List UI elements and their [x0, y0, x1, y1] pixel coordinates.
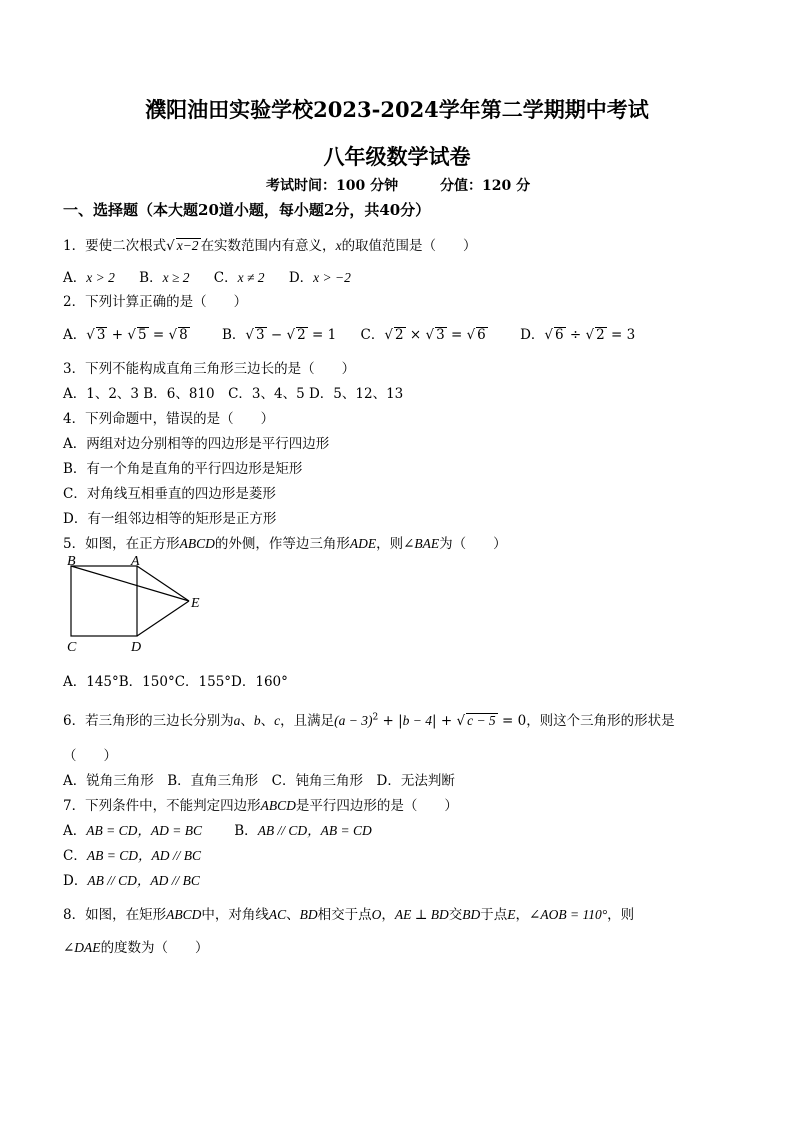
q8-line2-angle: ∠DAE: [63, 940, 101, 955]
q8-angle: ∠AOB = 110°: [529, 907, 608, 922]
q1-opt-c: x ≠ 2: [237, 270, 265, 285]
q2-options: A．√ 3 + √ 5 = √ 8 B．√ 3 − √ 2 = 1 C．√ 2 × √ 3 = √ 6 D．√ 6 ÷ √ 2 = 3: [63, 327, 636, 343]
segment-ae: [137, 566, 189, 601]
question-4: 4．下列命题中，错误的是（ ）: [63, 411, 275, 427]
q6-eq: = 0: [501, 713, 527, 729]
q2-c-op: ×: [409, 327, 422, 343]
q7-prefix: 7．下列条件中，不能判定四边形: [63, 798, 261, 814]
q2-b-label: B．: [221, 327, 246, 343]
q4-option-d: D．有一组邻边相等的矩形是正方形: [63, 511, 277, 527]
q2-a-eq: =: [152, 327, 165, 343]
q2-a3: 8: [179, 327, 188, 343]
q2-d-label: D．: [520, 327, 545, 343]
sqrt-sign: √: [166, 238, 175, 254]
q1-suffix2: 的取值范围是（ ）: [341, 238, 477, 254]
q8-perp: AE ⊥ BD: [394, 907, 449, 922]
q8-mid2: 相交于点: [317, 907, 372, 923]
q6-plus2: +: [440, 713, 453, 729]
q8-mid5: 于点: [480, 907, 508, 923]
q1-radicand: x−2: [176, 238, 199, 253]
q6-options: A．锐角三角形 B．直角三角形 C．钝角三角形 D．无法判断: [63, 773, 455, 789]
q5-angle: ∠BAE: [403, 536, 440, 551]
q8-rect: ABCD: [166, 907, 202, 922]
q1-opt-b-label: B．: [139, 270, 163, 286]
q4-option-a: A．两组对边分别相等的四边形是平行四边形: [63, 436, 330, 452]
q2-c-label: C．: [360, 327, 385, 343]
q8-mid3: ，: [381, 907, 395, 923]
q6-paren: （ ）: [63, 748, 117, 764]
square-abcd: [71, 566, 137, 636]
q7-option-c: [63, 844, 201, 864]
q7-d: AB // CD，AD // BC: [87, 873, 200, 888]
label-e: E: [191, 596, 200, 611]
q1-var: x: [335, 238, 342, 253]
q7-a: AB = CD，AD = BC: [86, 823, 202, 838]
q2-b-eq: = 1: [312, 327, 337, 343]
q8-line2-suffix: 的度数为（ ）: [100, 940, 209, 956]
q5-prefix: 5．如图，在正方形: [63, 536, 180, 552]
q6-sep2: 、: [260, 713, 275, 729]
q6-sep1: 、: [240, 713, 254, 729]
exam-score: 分值：120 分: [440, 178, 531, 194]
question-8: [63, 903, 634, 923]
q2-a-op: +: [111, 327, 124, 343]
q1-suffix: 在实数范围内有意义，: [200, 238, 336, 254]
q4-option-c: C．对角线互相垂直的四边形是菱形: [63, 486, 276, 502]
label-d: D: [131, 640, 142, 655]
q2-d-op: ÷: [569, 327, 582, 343]
q6-mid: ，且满足: [280, 713, 335, 729]
q6-suffix: ，则这个三角形的形状是: [526, 713, 675, 729]
q7-option-d: [63, 869, 200, 889]
q7-b-label: B．: [234, 823, 258, 839]
q1-opt-a-label: A．: [63, 270, 87, 286]
question-6: 6．若三角形的三边长分别为a、b、c，且满足$(a - 3)^2 + |b - 4|$ + √ c − 5 = 0，则这个三角形的形状是: [63, 712, 675, 729]
label-a: A: [131, 555, 140, 569]
q8-e: E: [507, 907, 516, 922]
q6-abs: b − 4: [402, 713, 433, 728]
exam-title: 濮阳油田实验学校2023-2024学年第二学期期中考试: [145, 97, 649, 122]
q2-b-op: −: [270, 327, 283, 343]
q4-option-b: B．有一个角是直角的平行四边形是矩形: [63, 461, 303, 477]
q2-a-label: A．: [63, 327, 87, 343]
q8-bd: BD: [299, 907, 318, 922]
q8-mid1: 中，对角线: [201, 907, 269, 923]
q8-line2: [63, 936, 209, 956]
q6-b: b: [253, 713, 261, 728]
question-3: 3．下列不能构成直角三角形三边长的是（ ）: [63, 361, 356, 377]
q8-ac: AC: [268, 907, 287, 922]
q2-c1: 2: [394, 327, 404, 343]
q6-radicand: c − 5: [467, 713, 496, 728]
exam-subtitle: 八年级数学试卷: [323, 144, 471, 169]
q1-opt-c-label: C．: [213, 270, 238, 286]
q5-suffix: 为（ ）: [439, 536, 507, 552]
q1-opt-d-label: D．: [288, 270, 314, 286]
label-c: C: [67, 640, 77, 655]
question-2: 2．下列计算正确的是（ ）: [63, 294, 248, 310]
q3-options: A．1、2、3 B．6、810 C．3、4、5 D．5、12、13: [63, 386, 404, 402]
q2-c-eq: =: [450, 327, 463, 343]
section-heading: 一、选择题（本大题20道小题，每小题2分，共40分）: [63, 201, 431, 219]
q6-prefix: 6．若三角形的三边长分别为: [63, 713, 234, 729]
q1-opt-a: x > 2: [86, 270, 115, 285]
segment-be: [71, 566, 189, 601]
q7-quad: ABCD: [260, 798, 296, 813]
q6-a: a: [233, 713, 241, 728]
q8-mid4: 交: [448, 907, 463, 923]
q2-c2: 3: [436, 327, 445, 343]
q2-d1: 6: [555, 327, 564, 343]
q7-c-label: C．: [63, 848, 87, 864]
q5-options: A．145°B．150°C．155°D．160°: [63, 674, 288, 690]
q1-options: [63, 266, 351, 286]
q2-b2: 2: [297, 327, 306, 343]
q7-d-label: D．: [63, 873, 88, 889]
q5-square: ABCD: [179, 536, 215, 551]
question-5: [63, 532, 507, 552]
q7-b: AB // CD，AB = CD: [257, 823, 372, 838]
q6-exp: 2: [372, 712, 379, 723]
q7-c: AB = CD，AD // BC: [86, 848, 201, 863]
q2-c3: 6: [477, 327, 486, 343]
q1-prefix: 1．要使二次根式: [63, 238, 167, 254]
q6-plus1: +: [382, 713, 394, 729]
q5-figure: [63, 555, 223, 655]
q7-a-label: A．: [63, 823, 87, 839]
q5-mid2: ，则: [376, 536, 404, 552]
q7-suffix: 是平行四边形的是（ ）: [295, 798, 458, 814]
q6-expr1: (a − 3): [334, 713, 373, 728]
label-b: B: [67, 555, 76, 569]
q8-bd2: BD: [462, 907, 481, 922]
exam-time: 考试时间：100 分钟: [266, 178, 399, 194]
question-1: [63, 234, 477, 254]
q8-o: O: [371, 907, 382, 922]
question-7: [63, 794, 458, 814]
q2-a2: 5: [137, 327, 147, 343]
q6-c: c: [274, 713, 281, 728]
q2-d-eq: = 3: [611, 327, 636, 343]
q2-d2: 2: [596, 327, 605, 343]
segment-de: [137, 601, 189, 636]
q2-b1: 3: [256, 327, 265, 343]
q8-prefix: 8．如图，在矩形: [63, 907, 167, 923]
q2-a1: 3: [96, 327, 106, 343]
q5-triangle: ADE: [349, 536, 377, 551]
q7-options-ab: [63, 819, 372, 839]
q1-opt-d: x > −2: [313, 270, 351, 285]
q8-sep: 、: [286, 907, 300, 923]
q8-mid6: ，: [515, 907, 530, 923]
q1-opt-b: x ≥ 2: [162, 270, 190, 285]
q8-suffix: ，则: [607, 907, 635, 923]
q5-mid: 的外侧，作等边三角形: [214, 536, 350, 552]
